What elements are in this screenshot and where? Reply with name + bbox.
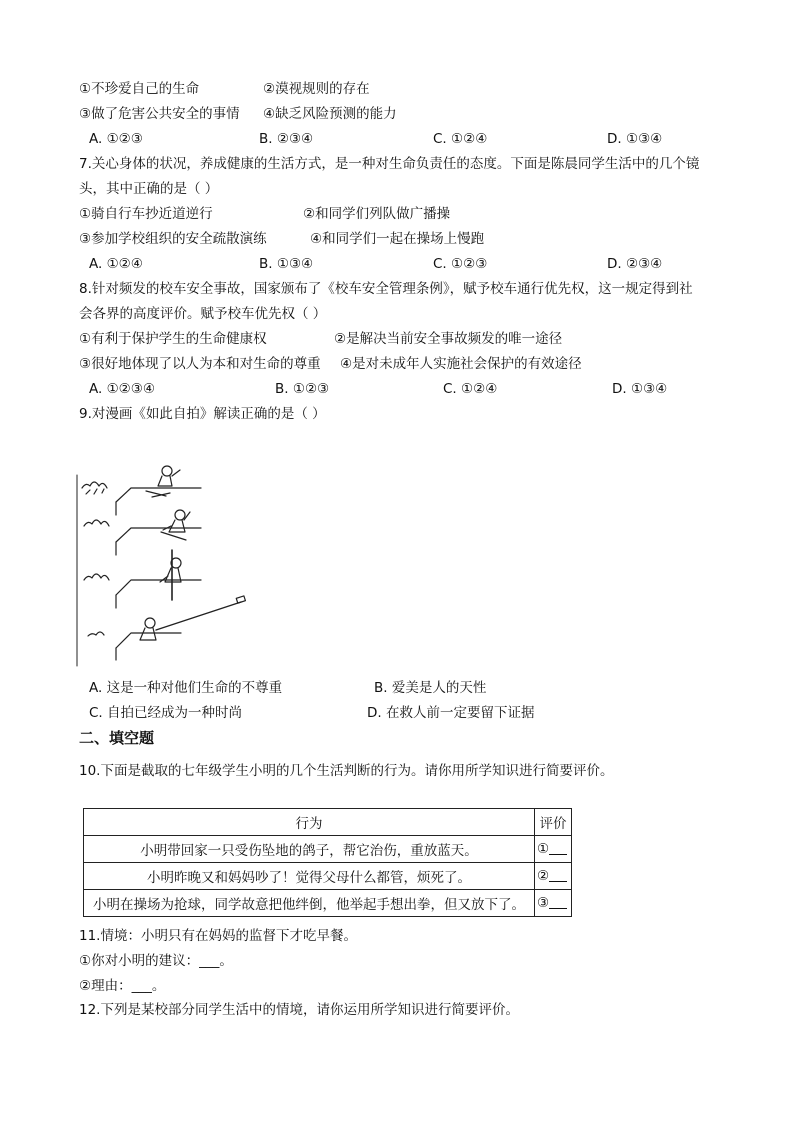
q8-stem-line1: 8.针对频发的校车安全事故，国家颁布了《校车安全管理条例》，赋予校车通行优先权，这一规定得到社 <box>79 281 693 297</box>
q11-reason-line: ②理由：___。 <box>79 978 166 994</box>
behavior-cell: 小明在操场为抢球，同学故意把他绊倒，他举起手想出拳，但又放下了。 <box>84 890 535 917</box>
q6-stmt3: ③做了危害公共安全的事情 <box>79 106 240 122</box>
answer-blank[interactable] <box>549 841 567 855</box>
q7-option-a: A. ①②④ <box>89 256 143 272</box>
q7-option-b: B. ①③④ <box>259 256 314 272</box>
q12-stem: 12.下列是某校部分同学生活中的情境，请你运用所学知识进行简要评价。 <box>79 1002 519 1018</box>
behavior-cell: 小明昨晚又和妈妈吵了！觉得父母什么都管，烦死了。 <box>84 863 535 890</box>
q7-stmt4: ④和同学们一起在操场上慢跑 <box>310 231 485 247</box>
q8-stmt2: ②是解决当前安全事故频发的唯一途径 <box>334 331 563 347</box>
q8-option-c: C. ①②④ <box>443 381 498 397</box>
table-row <box>84 863 572 890</box>
q7-stem-line2: 头，其中正确的是（ ） <box>79 181 219 197</box>
table-row <box>84 890 572 917</box>
evaluation-cell[interactable] <box>535 890 572 917</box>
q9-stem: 9.对漫画《如此自拍》解读正确的是（ ） <box>79 406 326 422</box>
q9-option-b: B. 爱美是人的天性 <box>374 680 487 696</box>
q9-option-d: D. 在救人前一定要留下证据 <box>367 705 535 721</box>
q6-option-c: C. ①②④ <box>433 131 488 147</box>
table-row <box>84 836 572 863</box>
q8-option-b: B. ①②③ <box>275 381 330 397</box>
q7-stmt2: ②和同学们列队做广播操 <box>303 206 451 222</box>
q8-option-d: D. ①③④ <box>612 381 668 397</box>
q8-option-a: A. ①②③④ <box>89 381 155 397</box>
q6-stmt4: ④缺乏风险预测的能力 <box>263 106 397 122</box>
evaluation-mark: ② <box>537 868 550 884</box>
q7-stmt3: ③参加学校组织的安全疏散演练 <box>79 231 267 247</box>
q7-option-d: D. ②③④ <box>607 256 663 272</box>
evaluation-cell[interactable] <box>535 836 572 863</box>
q6-stmt1: ①不珍爱自己的生命 <box>79 81 200 97</box>
q8-stmt4: ④是对未成年人实施社会保护的有效途径 <box>340 356 582 372</box>
q7-stmt1: ①骑自行车抄近道逆行 <box>79 206 213 222</box>
q9-option-c: C. 自拍已经成为一种时尚 <box>89 705 243 721</box>
q6-option-d: D. ①③④ <box>607 131 663 147</box>
answer-blank[interactable] <box>549 895 567 909</box>
header-evaluation: 评价 <box>535 809 572 836</box>
table-header-row <box>84 809 572 836</box>
q10-stem: 10.下面是截取的七年级学生小明的几个生活判断的行为。请你用所学知识进行简要评价。 <box>79 763 614 779</box>
behavior-cell: 小明带回家一只受伤坠地的鸽子，帮它治伤，重放蓝天。 <box>84 836 535 863</box>
section-heading-fill-in: 二、填空题 <box>79 729 155 747</box>
q11-stem: 11.情境：小明只有在妈妈的监督下才吃早餐。 <box>79 928 357 944</box>
q6-option-b: B. ②③④ <box>259 131 314 147</box>
q11-suggestion-line: ①你对小明的建议：___。 <box>79 953 233 969</box>
q6-stmt2: ②漠视规则的存在 <box>263 81 370 97</box>
evaluation-cell[interactable] <box>535 863 572 890</box>
evaluation-mark: ③ <box>537 895 550 911</box>
q7-stem-line1: 7.关心身体的状况，养成健康的生活方式，是一种对生命负责任的态度。下面是陈晨同学生活中的几个镜 <box>79 156 700 172</box>
evaluation-mark: ① <box>537 841 550 857</box>
header-behavior: 行为 <box>84 809 535 836</box>
evaluation-table <box>83 808 572 917</box>
q7-option-c: C. ①②③ <box>433 256 488 272</box>
q8-stmt3: ③很好地体现了以人为本和对生命的尊重 <box>79 356 321 372</box>
q9-option-a: A. 这是一种对他们生命的不尊重 <box>89 680 283 696</box>
selfie-comic-illustration <box>76 460 266 668</box>
q8-stem-line2: 会各界的高度评价。赋予校车优先权（ ） <box>79 306 327 322</box>
q8-stmt1: ①有利于保护学生的生命健康权 <box>79 331 267 347</box>
answer-blank[interactable] <box>549 868 567 882</box>
q6-option-a: A. ①②③ <box>89 131 143 147</box>
